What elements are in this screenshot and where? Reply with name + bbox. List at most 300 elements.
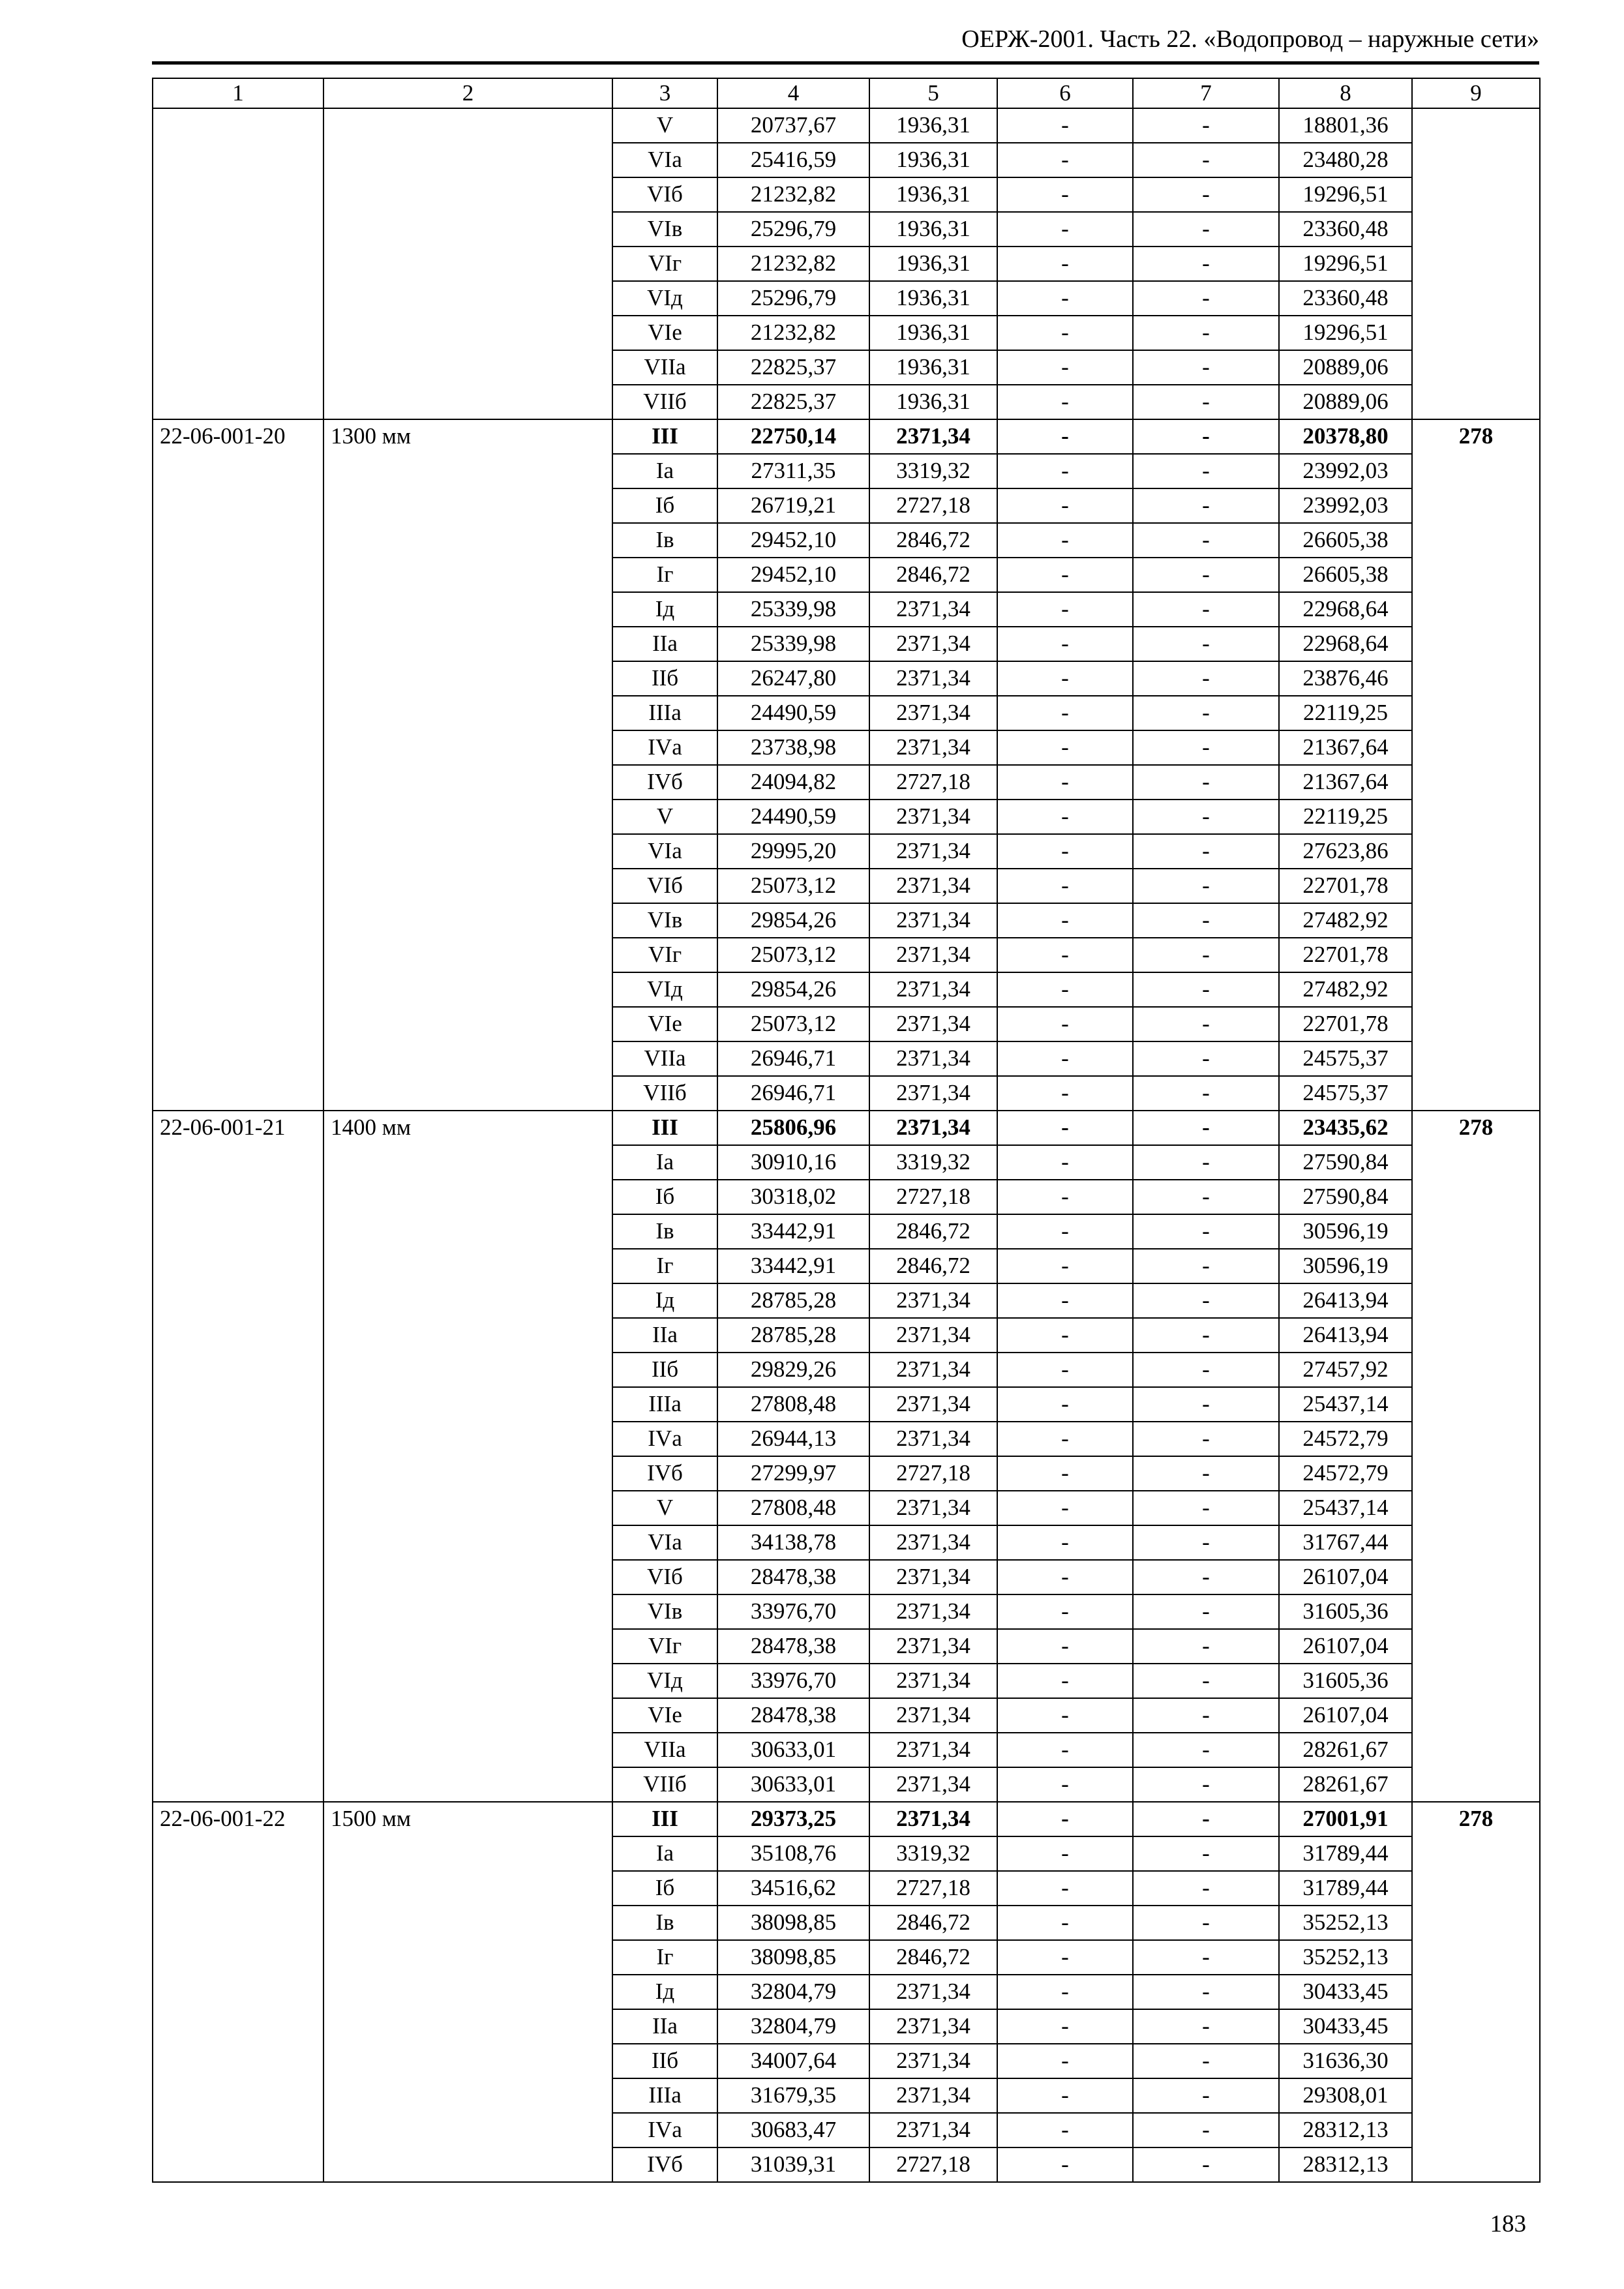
- zone-cell: IVа: [612, 730, 717, 765]
- value-cell: -: [997, 1422, 1133, 1456]
- value-cell: -: [997, 2147, 1133, 2182]
- value-cell: 26107,04: [1279, 1560, 1412, 1594]
- value-cell: 1936,31: [869, 247, 997, 281]
- value-cell: -: [1133, 1525, 1279, 1560]
- value-cell: -: [997, 419, 1133, 454]
- zone-cell: IVб: [612, 1456, 717, 1491]
- zone-cell: IVб: [612, 765, 717, 800]
- value-cell: 25806,96: [717, 1111, 869, 1145]
- column-number-1: 1: [153, 78, 323, 108]
- value-cell: -: [1133, 385, 1279, 419]
- zone-cell: Iв: [612, 1214, 717, 1249]
- value-cell: -: [997, 696, 1133, 730]
- value-cell: 30596,19: [1279, 1214, 1412, 1249]
- value-cell: -: [997, 108, 1133, 143]
- value-cell: 19296,51: [1279, 247, 1412, 281]
- value-cell: 31679,35: [717, 2078, 869, 2113]
- value-cell: 31605,36: [1279, 1594, 1412, 1629]
- value-cell: 2371,34: [869, 1318, 997, 1353]
- value-cell: 2371,34: [869, 627, 997, 661]
- value-cell: 32804,79: [717, 1975, 869, 2009]
- code-cell: 22-06-001-20: [153, 419, 323, 1111]
- value-cell: 2846,72: [869, 1940, 997, 1975]
- value-cell: -: [997, 903, 1133, 938]
- value-cell: 27311,35: [717, 454, 869, 488]
- value-cell: 25073,12: [717, 938, 869, 972]
- value-cell: -: [997, 350, 1133, 385]
- value-cell: 2371,34: [869, 2009, 997, 2044]
- value-cell: 29854,26: [717, 972, 869, 1007]
- value-cell: -: [997, 2009, 1133, 2044]
- page-number: 183: [1490, 2211, 1526, 2237]
- value-cell: 2371,34: [869, 972, 997, 1007]
- zone-cell: VIб: [612, 177, 717, 212]
- value-cell: 27590,84: [1279, 1180, 1412, 1214]
- zone-cell: VIв: [612, 212, 717, 247]
- value-cell: 33976,70: [717, 1664, 869, 1698]
- value-cell: -: [1133, 1145, 1279, 1180]
- zone-cell: Iб: [612, 1180, 717, 1214]
- value-cell: 3319,32: [869, 1836, 997, 1871]
- zone-cell: Iв: [612, 1906, 717, 1940]
- size-cell: 1300 мм: [323, 419, 612, 1111]
- value-cell: 31789,44: [1279, 1836, 1412, 1871]
- value-cell: 30633,01: [717, 1733, 869, 1767]
- zone-cell: VIа: [612, 1525, 717, 1560]
- value-cell: 2371,34: [869, 1664, 997, 1698]
- value-cell: -: [997, 1145, 1133, 1180]
- value-cell: 30318,02: [717, 1180, 869, 1214]
- value-cell: 2727,18: [869, 1456, 997, 1491]
- value-cell: -: [997, 661, 1133, 696]
- value-cell: 26413,94: [1279, 1318, 1412, 1353]
- zone-cell: VIд: [612, 1664, 717, 1698]
- value-cell: 21232,82: [717, 177, 869, 212]
- value-cell: 2371,34: [869, 1560, 997, 1594]
- value-cell: 31039,31: [717, 2147, 869, 2182]
- value-cell: -: [1133, 1007, 1279, 1041]
- value-cell: -: [1133, 1836, 1279, 1871]
- value-cell: 2371,34: [869, 1802, 997, 1836]
- value-cell: -: [997, 1664, 1133, 1698]
- value-cell: -: [997, 1214, 1133, 1249]
- zone-cell: VIб: [612, 1560, 717, 1594]
- zone-cell: Iг: [612, 1940, 717, 1975]
- zone-cell: VIг: [612, 1629, 717, 1664]
- value-cell: 20889,06: [1279, 385, 1412, 419]
- zone-cell: IIб: [612, 1353, 717, 1387]
- zone-cell: Iб: [612, 488, 717, 523]
- zone-cell: Iа: [612, 1145, 717, 1180]
- value-cell: 1936,31: [869, 385, 997, 419]
- value-cell: -: [997, 1111, 1133, 1145]
- value-cell: -: [1133, 350, 1279, 385]
- zone-cell: IIIа: [612, 696, 717, 730]
- value-cell: -: [1133, 627, 1279, 661]
- value-cell: 1936,31: [869, 143, 997, 177]
- value-cell: -: [997, 454, 1133, 488]
- value-cell: -: [997, 938, 1133, 972]
- value-cell: -: [997, 316, 1133, 350]
- value-cell: 25296,79: [717, 281, 869, 316]
- value-cell: 34138,78: [717, 1525, 869, 1560]
- zone-cell: VIе: [612, 1698, 717, 1733]
- value-cell: 25437,14: [1279, 1491, 1412, 1525]
- value-cell: 20889,06: [1279, 350, 1412, 385]
- value-cell: 26107,04: [1279, 1629, 1412, 1664]
- value-cell: -: [997, 1007, 1133, 1041]
- value-cell: 2371,34: [869, 1111, 997, 1145]
- value-cell: 2371,34: [869, 1283, 997, 1318]
- zone-cell: III: [612, 419, 717, 454]
- value-cell: -: [1133, 2078, 1279, 2113]
- value-cell: -: [1133, 1733, 1279, 1767]
- value-cell: 20737,67: [717, 108, 869, 143]
- value-cell: 22825,37: [717, 350, 869, 385]
- cost-table: [152, 78, 1541, 2183]
- value-cell: 29854,26: [717, 903, 869, 938]
- zone-cell: VIIб: [612, 1076, 717, 1111]
- value-cell: 2371,34: [869, 730, 997, 765]
- value-cell: 31767,44: [1279, 1525, 1412, 1560]
- value-cell: -: [1133, 1249, 1279, 1283]
- zone-cell: Iг: [612, 1249, 717, 1283]
- value-cell: 2371,34: [869, 419, 997, 454]
- value-cell: 22119,25: [1279, 696, 1412, 730]
- value-cell: 38098,85: [717, 1940, 869, 1975]
- value-cell: -: [1133, 1111, 1279, 1145]
- value-cell: 2727,18: [869, 1180, 997, 1214]
- value-cell: -: [997, 800, 1133, 834]
- value-cell: -: [1133, 1594, 1279, 1629]
- value-cell: -: [1133, 1664, 1279, 1698]
- zone-cell: VIг: [612, 247, 717, 281]
- value-cell: -: [1133, 1698, 1279, 1733]
- value-cell: -: [1133, 143, 1279, 177]
- value-cell: -: [997, 1525, 1133, 1560]
- value-cell: 26247,80: [717, 661, 869, 696]
- value-cell: -: [1133, 1906, 1279, 1940]
- value-cell: -: [1133, 419, 1279, 454]
- zone-cell: IIа: [612, 1318, 717, 1353]
- value-cell: -: [997, 1733, 1133, 1767]
- value-cell: -: [997, 1180, 1133, 1214]
- value-cell: 24575,37: [1279, 1076, 1412, 1111]
- value-cell: 23992,03: [1279, 454, 1412, 488]
- value-cell: 1936,31: [869, 281, 997, 316]
- value-cell: -: [997, 627, 1133, 661]
- zone-cell: VIе: [612, 1007, 717, 1041]
- value-cell: 22701,78: [1279, 938, 1412, 972]
- zone-cell: VIд: [612, 281, 717, 316]
- value-cell: -: [1133, 523, 1279, 558]
- value-cell: -: [1133, 1871, 1279, 1906]
- zone-cell: VIIа: [612, 1041, 717, 1076]
- zone-cell: VIа: [612, 143, 717, 177]
- value-cell: 30683,47: [717, 2113, 869, 2147]
- value-cell: 27482,92: [1279, 903, 1412, 938]
- value-cell: 2371,34: [869, 1422, 997, 1456]
- value-cell: -: [997, 1283, 1133, 1318]
- value-cell: 2371,34: [869, 1007, 997, 1041]
- value-cell: 2371,34: [869, 1767, 997, 1802]
- value-cell: -: [1133, 177, 1279, 212]
- value-cell: -: [997, 2113, 1133, 2147]
- value-cell: -: [1133, 834, 1279, 869]
- value-cell: -: [997, 2044, 1133, 2078]
- value-cell: 25437,14: [1279, 1387, 1412, 1422]
- page-header: [152, 25, 1539, 65]
- value-cell: -: [997, 1456, 1133, 1491]
- value-cell: 2371,34: [869, 661, 997, 696]
- zone-cell: IIа: [612, 2009, 717, 2044]
- value-cell: 23360,48: [1279, 281, 1412, 316]
- value-cell: -: [997, 1975, 1133, 2009]
- value-cell: 21232,82: [717, 316, 869, 350]
- value-cell: 33442,91: [717, 1214, 869, 1249]
- value-cell: 27299,97: [717, 1456, 869, 1491]
- value-cell: 30433,45: [1279, 1975, 1412, 2009]
- value-cell: 21232,82: [717, 247, 869, 281]
- value-cell: 31789,44: [1279, 1871, 1412, 1906]
- value-cell: 2371,34: [869, 1733, 997, 1767]
- code-cell: [153, 108, 323, 419]
- value-cell: 25339,98: [717, 627, 869, 661]
- zone-cell: Iг: [612, 558, 717, 592]
- value-cell: -: [997, 972, 1133, 1007]
- value-cell: 2371,34: [869, 2044, 997, 2078]
- zone-cell: VIе: [612, 316, 717, 350]
- value-cell: 35108,76: [717, 1836, 869, 1871]
- column-number-8: 8: [1279, 78, 1412, 108]
- value-cell: -: [1133, 558, 1279, 592]
- value-cell: 31636,30: [1279, 2044, 1412, 2078]
- value-cell: 26605,38: [1279, 523, 1412, 558]
- column-number-5: 5: [869, 78, 997, 108]
- value-cell: 28312,13: [1279, 2147, 1412, 2182]
- value-cell: 29373,25: [717, 1802, 869, 1836]
- value-cell: 30596,19: [1279, 1249, 1412, 1283]
- value-cell: 27590,84: [1279, 1145, 1412, 1180]
- zone-cell: VIв: [612, 1594, 717, 1629]
- value-cell: 2371,34: [869, 1525, 997, 1560]
- value-cell: 2371,34: [869, 938, 997, 972]
- value-cell: 22750,14: [717, 419, 869, 454]
- value-cell: -: [997, 177, 1133, 212]
- value-cell: -: [997, 247, 1133, 281]
- value-cell: 19296,51: [1279, 316, 1412, 350]
- column-number-7: 7: [1133, 78, 1279, 108]
- value-cell: -: [1133, 1387, 1279, 1422]
- value-cell: 1936,31: [869, 108, 997, 143]
- zone-cell: IIIа: [612, 1387, 717, 1422]
- table-row: [153, 419, 1540, 454]
- value-cell: 2727,18: [869, 488, 997, 523]
- value-cell: -: [997, 834, 1133, 869]
- value-cell: -: [1133, 1767, 1279, 1802]
- value-cell: 26413,94: [1279, 1283, 1412, 1318]
- value-cell: -: [1133, 1802, 1279, 1836]
- value-cell: -: [997, 1802, 1133, 1836]
- size-cell: [323, 108, 612, 419]
- zone-cell: VIIа: [612, 1733, 717, 1767]
- value-cell: 26946,71: [717, 1041, 869, 1076]
- value-cell: -: [1133, 281, 1279, 316]
- value-cell: 25296,79: [717, 212, 869, 247]
- column-number-9: 9: [1412, 78, 1540, 108]
- zone-cell: Iб: [612, 1871, 717, 1906]
- value-cell: 27808,48: [717, 1491, 869, 1525]
- value-cell: 23738,98: [717, 730, 869, 765]
- value-cell: 28785,28: [717, 1318, 869, 1353]
- value-cell: 22968,64: [1279, 627, 1412, 661]
- value-cell: -: [997, 212, 1133, 247]
- header-title: ОЕРЖ-2001. Часть 22. «Водопровод – наружные сети»: [961, 25, 1539, 53]
- zone-cell: IIа: [612, 627, 717, 661]
- value-cell: -: [1133, 1076, 1279, 1111]
- value-cell: -: [1133, 1422, 1279, 1456]
- value-cell: 24575,37: [1279, 1041, 1412, 1076]
- value-cell: 24490,59: [717, 696, 869, 730]
- value-cell: -: [997, 1871, 1133, 1906]
- ref-cell: 278: [1412, 1802, 1540, 2182]
- value-cell: 28478,38: [717, 1629, 869, 1664]
- size-cell: 1400 мм: [323, 1111, 612, 1802]
- value-cell: -: [1133, 2044, 1279, 2078]
- value-cell: 2846,72: [869, 558, 997, 592]
- value-cell: 2846,72: [869, 1906, 997, 1940]
- zone-cell: Iд: [612, 592, 717, 627]
- value-cell: -: [997, 1353, 1133, 1387]
- value-cell: 1936,31: [869, 316, 997, 350]
- table-row: [153, 108, 1540, 143]
- value-cell: 2371,34: [869, 1353, 997, 1387]
- value-cell: 23435,62: [1279, 1111, 1412, 1145]
- value-cell: 31605,36: [1279, 1664, 1412, 1698]
- value-cell: -: [997, 385, 1133, 419]
- value-cell: -: [1133, 661, 1279, 696]
- value-cell: 30433,45: [1279, 2009, 1412, 2044]
- value-cell: 29452,10: [717, 523, 869, 558]
- value-cell: -: [1133, 2147, 1279, 2182]
- value-cell: 24572,79: [1279, 1422, 1412, 1456]
- value-cell: 35252,13: [1279, 1906, 1412, 1940]
- value-cell: -: [1133, 938, 1279, 972]
- value-cell: 22968,64: [1279, 592, 1412, 627]
- value-cell: -: [1133, 730, 1279, 765]
- zone-cell: V: [612, 800, 717, 834]
- table-column-numbers: [153, 78, 1540, 108]
- value-cell: 28785,28: [717, 1283, 869, 1318]
- value-cell: 2371,34: [869, 592, 997, 627]
- value-cell: 25416,59: [717, 143, 869, 177]
- value-cell: -: [1133, 1041, 1279, 1076]
- value-cell: 22701,78: [1279, 1007, 1412, 1041]
- value-cell: -: [997, 1767, 1133, 1802]
- column-number-6: 6: [997, 78, 1133, 108]
- value-cell: 22701,78: [1279, 869, 1412, 903]
- value-cell: 2371,34: [869, 1698, 997, 1733]
- value-cell: 19296,51: [1279, 177, 1412, 212]
- value-cell: -: [997, 730, 1133, 765]
- value-cell: 2371,34: [869, 1629, 997, 1664]
- value-cell: -: [997, 1836, 1133, 1871]
- value-cell: 23992,03: [1279, 488, 1412, 523]
- value-cell: 2846,72: [869, 1214, 997, 1249]
- value-cell: 3319,32: [869, 454, 997, 488]
- value-cell: -: [1133, 869, 1279, 903]
- value-cell: 38098,85: [717, 1906, 869, 1940]
- value-cell: 2371,34: [869, 1975, 997, 2009]
- value-cell: -: [1133, 1180, 1279, 1214]
- value-cell: -: [997, 869, 1133, 903]
- zone-cell: VIа: [612, 834, 717, 869]
- value-cell: 32804,79: [717, 2009, 869, 2044]
- value-cell: 26946,71: [717, 1076, 869, 1111]
- value-cell: -: [1133, 1318, 1279, 1353]
- value-cell: 20378,80: [1279, 419, 1412, 454]
- value-cell: -: [1133, 1456, 1279, 1491]
- value-cell: 1936,31: [869, 212, 997, 247]
- value-cell: -: [1133, 2009, 1279, 2044]
- value-cell: 27623,86: [1279, 834, 1412, 869]
- zone-cell: IIб: [612, 661, 717, 696]
- zone-cell: V: [612, 1491, 717, 1525]
- value-cell: 2727,18: [869, 765, 997, 800]
- value-cell: 1936,31: [869, 350, 997, 385]
- value-cell: 28478,38: [717, 1698, 869, 1733]
- value-cell: -: [997, 1249, 1133, 1283]
- value-cell: 2371,34: [869, 1387, 997, 1422]
- value-cell: 27457,92: [1279, 1353, 1412, 1387]
- value-cell: -: [997, 1906, 1133, 1940]
- value-cell: -: [1133, 1629, 1279, 1664]
- value-cell: 24490,59: [717, 800, 869, 834]
- value-cell: -: [1133, 972, 1279, 1007]
- value-cell: 26605,38: [1279, 558, 1412, 592]
- value-cell: -: [997, 523, 1133, 558]
- value-cell: 29829,26: [717, 1353, 869, 1387]
- value-cell: -: [1133, 903, 1279, 938]
- zone-cell: IVб: [612, 2147, 717, 2182]
- value-cell: 24094,82: [717, 765, 869, 800]
- value-cell: -: [997, 765, 1133, 800]
- zone-cell: Iд: [612, 1283, 717, 1318]
- column-number-2: 2: [323, 78, 612, 108]
- value-cell: 28312,13: [1279, 2113, 1412, 2147]
- value-cell: -: [997, 143, 1133, 177]
- value-cell: 2371,34: [869, 2078, 997, 2113]
- value-cell: -: [997, 1594, 1133, 1629]
- zone-cell: III: [612, 1111, 717, 1145]
- value-cell: 2371,34: [869, 2113, 997, 2147]
- value-cell: 21367,64: [1279, 765, 1412, 800]
- value-cell: -: [1133, 454, 1279, 488]
- zone-cell: Iа: [612, 454, 717, 488]
- column-number-3: 3: [612, 78, 717, 108]
- value-cell: -: [1133, 2113, 1279, 2147]
- value-cell: 34516,62: [717, 1871, 869, 1906]
- zone-cell: VIб: [612, 869, 717, 903]
- value-cell: -: [997, 1041, 1133, 1076]
- value-cell: 33976,70: [717, 1594, 869, 1629]
- value-cell: -: [1133, 1353, 1279, 1387]
- value-cell: 27808,48: [717, 1387, 869, 1422]
- code-cell: 22-06-001-21: [153, 1111, 323, 1802]
- value-cell: 29995,20: [717, 834, 869, 869]
- value-cell: -: [997, 281, 1133, 316]
- value-cell: -: [997, 1698, 1133, 1733]
